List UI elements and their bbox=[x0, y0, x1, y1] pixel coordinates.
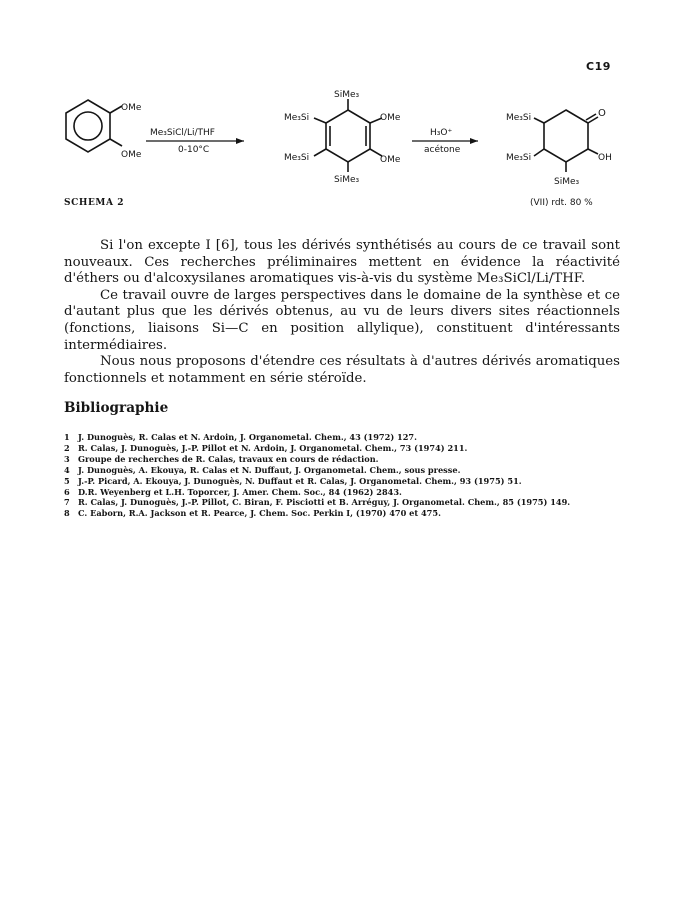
int-sime3-bottom: SiMe₃ bbox=[334, 175, 360, 185]
reference-text: R. Calas, J. Dunoguès, J.-P. Pillot, C. Biran, F. Pisciotti et B. Arréguy, J. Organometal. Chem., 85 (1975) 149. bbox=[78, 497, 571, 508]
reference-text: J.-P. Picard, A. Ekouya, J. Dunoguès, N. Duffaut et R. Calas, J. Organometal. Chem., 93 (1975) 51. bbox=[78, 475, 522, 486]
reference-item bbox=[64, 497, 624, 508]
reference-item bbox=[64, 465, 624, 476]
int-me3si-top: Me₃Si bbox=[284, 113, 310, 123]
reference-item bbox=[64, 443, 624, 454]
body-text bbox=[64, 238, 620, 387]
reference-item bbox=[64, 432, 624, 443]
reagent-2-bottom: acétone bbox=[424, 145, 461, 155]
paragraph-1: Si l'on excepte I [6], tous les dérivés synthétisés au cours de ce travail sont nouveaux. Ces recherches préliminaires mettent en évidence la réactivité d'éthers ou d'alcoxysilanes aromatiques vis-à-vis du système Me₃SiCl/Li/THF. bbox=[64, 238, 620, 287]
reference-item bbox=[64, 476, 624, 487]
sm-ome-bottom: OMe bbox=[121, 150, 142, 160]
paragraph-2: Ce travail ouvre de larges perspectives dans le domaine de la synthèse et ce d'autant plus que les dérivés obtenus, au vu de leurs divers sites réactionnels (fonctions, liaisons Si—C en position allylique), constituent d'intéressants intermédiaires. bbox=[64, 287, 620, 353]
reaction-scheme bbox=[0, 86, 680, 196]
bibliography-list bbox=[64, 432, 624, 519]
intermediate bbox=[314, 99, 382, 172]
reference-text: J. Dunoguès, R. Calas et N. Ardoin, J. Organometal. Chem., 43 (1972) 127. bbox=[78, 432, 417, 442]
prod-me3si-top: Me₃Si bbox=[506, 113, 532, 123]
prod-sime3: SiMe₃ bbox=[554, 177, 580, 187]
reference-number: 6 bbox=[64, 486, 70, 497]
reference-number: 3 bbox=[64, 453, 70, 464]
int-me3si-bottom: Me₃Si bbox=[284, 153, 310, 163]
reagent-1-top: Me₃SiCl/Li/THF bbox=[150, 128, 215, 138]
reference-text: R. Calas, J. Dunoguès, J.-P. Pillot et N. Ardoin, J. Organometal. Chem., 73 (1974) 211. bbox=[78, 442, 468, 453]
paragraph-3: Nous nous proposons d'étendre ces résultats à d'autres dérivés aromatiques fonctionnels et notamment en série stéroïde. bbox=[64, 354, 620, 386]
int-ome-bottom: OMe bbox=[380, 155, 401, 165]
prod-oh: OH bbox=[598, 153, 612, 163]
prod-ketone-o: O bbox=[598, 108, 606, 119]
bibliography-title: Bibliographie bbox=[64, 400, 169, 416]
reference-text: Groupe de recherches de R. Calas, travaux en cours de rédaction. bbox=[78, 453, 379, 464]
reference-number: 1 bbox=[64, 432, 70, 442]
reference-text: J. Dunoguès, A. Ekouya, R. Calas et N. Duffaut, J. Organometal. Chem., sous presse. bbox=[78, 464, 461, 475]
reference-number: 8 bbox=[64, 508, 70, 519]
reference-item bbox=[64, 508, 624, 519]
reagent-2-top: H₃O⁺ bbox=[430, 128, 453, 138]
reference-item bbox=[64, 487, 624, 498]
reference-item bbox=[64, 454, 624, 465]
scheme-label: SCHEMA 2 bbox=[64, 198, 125, 208]
reagent-1-bottom: 0-10°C bbox=[178, 145, 210, 155]
product bbox=[534, 110, 598, 172]
scheme-yield: (VII) rdt. 80 % bbox=[530, 198, 593, 208]
prod-me3si-bottom: Me₃Si bbox=[506, 153, 532, 163]
reference-number: 5 bbox=[64, 475, 70, 486]
starting-material bbox=[66, 100, 122, 152]
reference-number: 2 bbox=[64, 442, 70, 453]
reference-text: C. Eaborn, R.A. Jackson et R. Pearce, J. Chem. Soc. Perkin I, (1970) 470 et 475. bbox=[78, 508, 441, 519]
int-ome-top: OMe bbox=[380, 113, 401, 123]
page-number: C19 bbox=[586, 60, 611, 73]
int-sime3-top: SiMe₃ bbox=[334, 90, 360, 100]
reference-number: 4 bbox=[64, 464, 70, 475]
reference-text: D.R. Weyenberg et L.H. Toporcer, J. Amer. Chem. Soc., 84 (1962) 2843. bbox=[78, 486, 402, 497]
reference-number: 7 bbox=[64, 497, 70, 508]
sm-ome-top: OMe bbox=[121, 103, 142, 113]
